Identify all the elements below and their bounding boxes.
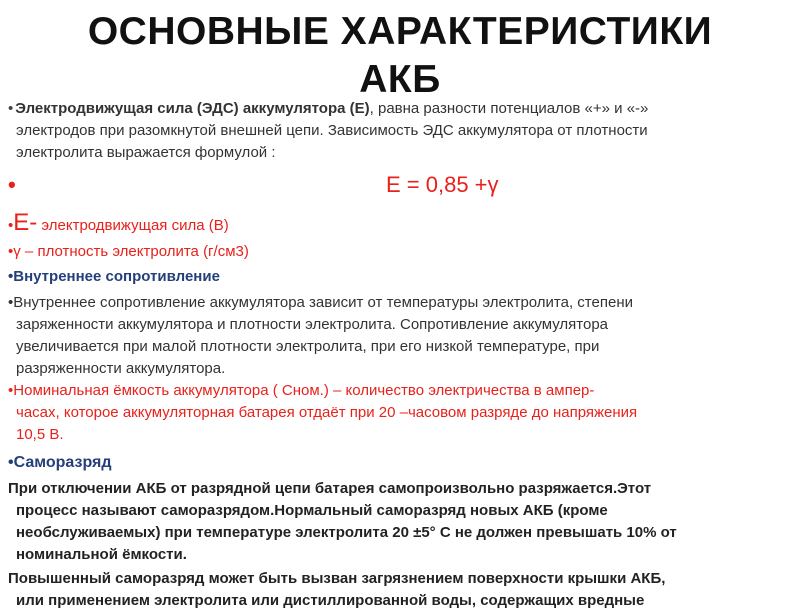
gamma-definition xyxy=(8,241,792,263)
self-discharge-text xyxy=(8,478,792,566)
internal-line-3: увеличивается при малой плотности электролита, при его низкой температуре, при xyxy=(16,338,600,355)
increased-self-discharge-text xyxy=(8,568,792,612)
increased-line-1: Повышенный саморазряд может быть вызван загрязнением поверхности крышки АКБ, xyxy=(8,570,666,587)
e-definition xyxy=(8,208,792,241)
title-line-1: ОСНОВНЫЕ ХАРАКТЕРИСТИКИ xyxy=(87,10,713,53)
capacity-line-1: Номинальная ёмкость аккумулятора ( Сном.) – количество электричества в ампер- xyxy=(13,382,595,399)
internal-resistance-text xyxy=(8,292,792,380)
self-discharge-line-4: номинальной ёмкости. xyxy=(16,546,187,563)
capacity-definition xyxy=(8,380,792,446)
increased-line-2: или применением электролита или дистиллированной воды, содержащих вредные xyxy=(16,592,645,609)
formula-row xyxy=(8,170,792,202)
self-discharge-heading xyxy=(8,452,792,474)
bullet: • xyxy=(8,382,14,399)
bullet: • xyxy=(8,454,14,471)
emf-definition xyxy=(8,98,792,164)
internal-line-2: заряженности аккумулятора и плотности электролита. Сопротивление аккумулятора xyxy=(16,316,609,333)
emf-formula: E = 0,85 +γ xyxy=(386,172,499,197)
bullet: • xyxy=(8,172,16,197)
internal-line-1: Внутреннее сопротивление аккумулятора зависит от температуры электролита, степени xyxy=(13,294,633,311)
self-discharge-line-3: необслуживаемых) при температуре электролита 20 ±5° С не должен превышать 10% от xyxy=(16,524,677,541)
bullet: • xyxy=(8,100,14,117)
bullet: • xyxy=(8,217,14,234)
emf-line-3: электролита выражается формулой : xyxy=(16,144,276,161)
emf-term-rest: , равна разности потенциалов «+» и «-» xyxy=(369,100,649,117)
capacity-line-2: часах, которое аккумуляторная батарея отдаёт при 20 –часовом разряде до напряжения xyxy=(16,404,638,421)
bullet: • xyxy=(8,268,14,285)
emf-line-2: электродов при разомкнутой внешней цепи. Зависимость ЭДС аккумулятора от плотности xyxy=(16,122,648,139)
self-discharge-line-1: При отключении АКБ от разрядной цепи батарея самопроизвольно разряжается.Этот xyxy=(8,480,652,497)
e-description: электродвижущая сила (В) xyxy=(37,217,229,234)
e-symbol: E- xyxy=(13,209,38,236)
self-discharge-heading-text: Саморазряд xyxy=(13,454,112,471)
capacity-line-3: 10,5 В. xyxy=(16,426,64,443)
title-line-2: АКБ xyxy=(359,58,441,101)
internal-heading-text: Внутреннее сопротивление xyxy=(13,268,220,285)
page-title xyxy=(0,8,800,104)
internal-resistance-heading xyxy=(8,266,792,288)
emf-term: Электродвижущая сила (ЭДС) аккумулятора (Е) xyxy=(15,100,370,117)
internal-line-4: разряженности аккумулятора. xyxy=(16,360,226,377)
self-discharge-line-2: процесс называют саморазрядом.Нормальный саморазряд новых АКБ (кроме xyxy=(16,502,608,519)
bullet: • xyxy=(8,294,14,311)
gamma-text: γ – плотность электролита (г/см3) xyxy=(13,243,249,260)
bullet: • xyxy=(8,243,14,260)
